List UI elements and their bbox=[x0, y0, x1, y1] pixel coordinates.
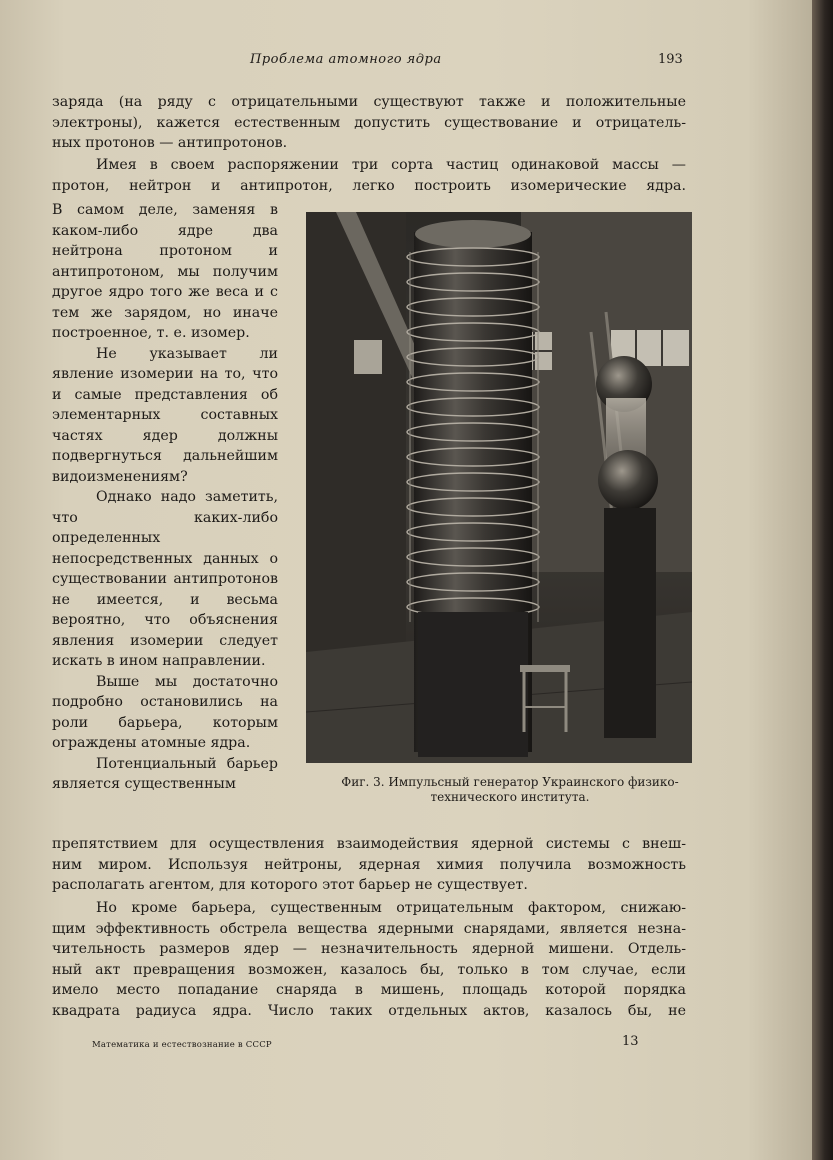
caption-line: технического института. bbox=[430, 790, 590, 804]
column-paragraph: Выше мы достаточно подробно остановились на роли барьера, которым ограждены атомные ядра. bbox=[52, 673, 278, 751]
second-paragraph bbox=[52, 155, 686, 196]
signature-footer: Математика и естествознание в СССР bbox=[92, 1040, 272, 1050]
column-paragraph: Потенциальный барьер является существенным bbox=[52, 755, 278, 792]
bottom-paragraph-2 bbox=[52, 898, 686, 1021]
text-line: ных протонов — антипротонов. bbox=[52, 135, 288, 151]
column-paragraph: Не указывает ли явление изомерии на то, что и самые представления об элементарных составных частях ядер должны подвергнуться дальнейшим видоизменениям? bbox=[52, 345, 278, 485]
generator-photo bbox=[306, 212, 692, 763]
book-spine-edge bbox=[812, 0, 833, 1160]
photo-illustration bbox=[306, 212, 692, 763]
sheet-number: 13 bbox=[622, 1034, 639, 1049]
left-text-column bbox=[52, 200, 278, 795]
text-line: ный акт превращения возможен, казалось бы, только в том случае, если bbox=[52, 961, 686, 978]
text-line: квадрата радиуса ядра. Число таких отдельных актов, казалось бы, не bbox=[52, 1002, 686, 1019]
text-line: чительность размеров ядер — незначительность ядерной мишени. Отдель- bbox=[52, 941, 686, 957]
top-paragraph bbox=[52, 92, 686, 154]
caption-line: Фиг. 3. Импульсный генератор Украинского физико- bbox=[341, 775, 679, 789]
running-title: Проблема атомного ядра bbox=[250, 52, 442, 67]
page-number: 193 bbox=[658, 52, 683, 67]
text-line: имело место попадание снаряда в мишень, площадь которой порядка bbox=[52, 982, 686, 998]
text-line: щим эффективность обстрела вещества ядерными снарядами, является незна- bbox=[52, 920, 686, 937]
text-line: заряда (на ряду с отрицательными существуют также и положительные bbox=[52, 94, 686, 110]
column-paragraph: В самом деле, заменяя в каком-либо ядре два нейтрона протоном и антипротоном, мы получим другое ядро того же веса и с тем же зарядом, но иначе построенное, т. е. изомер. bbox=[52, 202, 278, 341]
page-header bbox=[0, 52, 812, 74]
text-line: препятствием для осуществления взаимодействия ядерной системы с внеш- bbox=[52, 836, 686, 852]
text-line: ним миром. Используя нейтроны, ядерная химия получила возможность bbox=[52, 856, 686, 873]
text-line: протон, нейтрон и антипротон, легко построить изомерические ядра. bbox=[52, 177, 686, 194]
bottom-paragraph-1 bbox=[52, 834, 686, 896]
text-line: Имея в своем распоряжении три сорта частиц одинаковой массы — bbox=[96, 157, 686, 173]
column-paragraph: Однако надо заметить, что каких-либо определенных непосредственных данных о существовании антипротонов не имеется, и весьма вероятно, что объяснения явления изомерии следует искать в ином направлении. bbox=[52, 489, 278, 669]
text-line: электроны), кажется естественным допустить существование и отрицатель- bbox=[52, 114, 686, 131]
figure-caption bbox=[300, 775, 720, 805]
text-line: Но кроме барьера, существенным отрицательным фактором, снижаю- bbox=[96, 900, 686, 916]
text-line: располагать агентом, для которого этот барьер не существует. bbox=[52, 877, 528, 893]
